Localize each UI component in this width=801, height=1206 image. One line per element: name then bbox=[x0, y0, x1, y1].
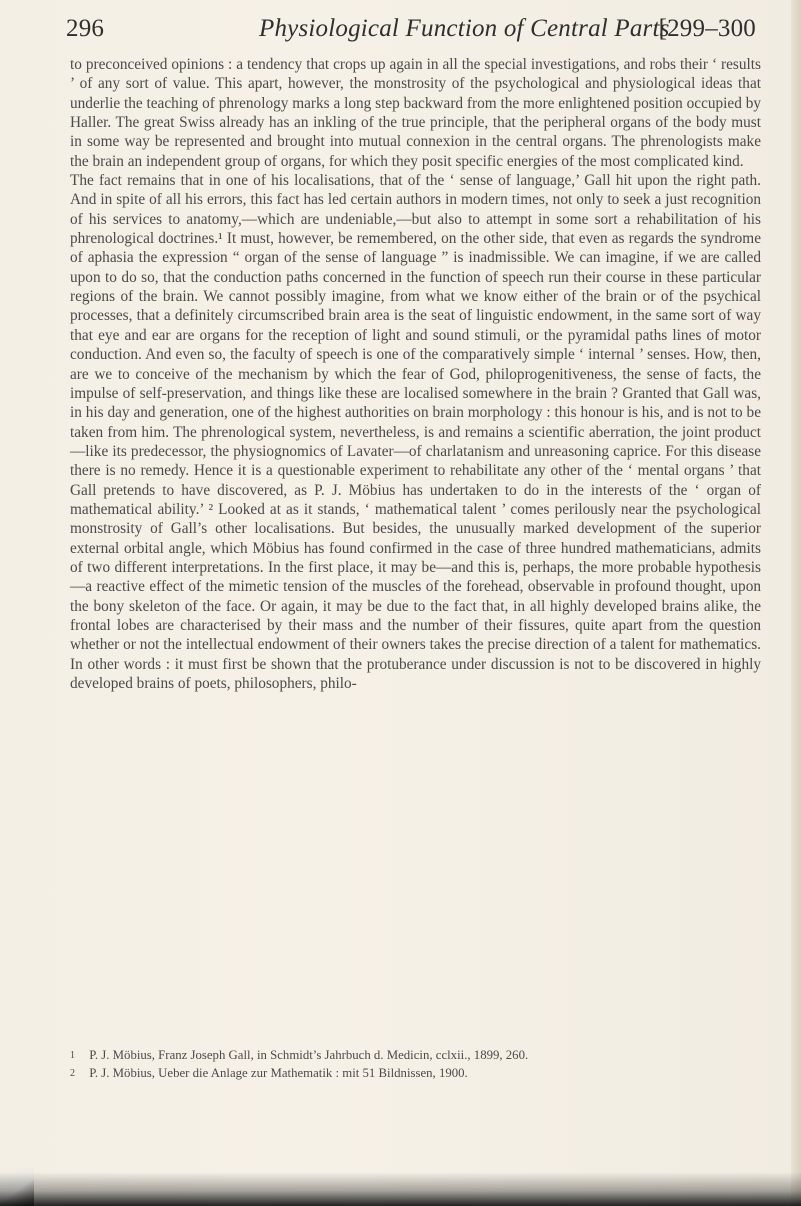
page-number: 296 bbox=[66, 15, 105, 42]
main-text bbox=[70, 55, 761, 693]
page-range: [299–300 bbox=[658, 15, 756, 42]
footnote-1 bbox=[70, 1047, 761, 1065]
running-title: Physiological Function of Central Parts bbox=[259, 15, 670, 42]
footnote-2 bbox=[70, 1065, 761, 1083]
footnote-1-number: 1 bbox=[70, 1050, 75, 1061]
running-header bbox=[66, 15, 756, 51]
footnotes bbox=[70, 1047, 761, 1082]
page-right-edge bbox=[791, 0, 801, 1206]
paragraph-1: to preconceived opinions : a tendency that crops up again in all the special investigations, and robs their ‘ results ’ of any sort of value. This apart, however, the monstrosity of the psychological and physiological ideas that underlie the teaching of phrenology marks a long step backward from the more enlightened position occupied by Haller. The great Swiss already has an inkling of the true principle, that the peripheral organs of the body must in some way be represented and brought into mutual connexion in the central organs. The phrenologists make the brain an independent group of organs, for which they posit specific energies of the most complicated kind. bbox=[70, 56, 761, 170]
footnote-2-text: P. J. Möbius, Ueber die Anlage zur Mathematik : mit 51 Bildnissen, 1900. bbox=[89, 1065, 468, 1080]
footnote-1-text: P. J. Möbius, Franz Joseph Gall, in Schmidt’s Jahrbuch d. Medicin, cclxii., 1899, 260. bbox=[89, 1048, 529, 1062]
footnote-2-number: 2 bbox=[70, 1067, 75, 1079]
paragraph-2: The fact remains that in one of his localisations, that of the ‘ sense of language,’ Gall hit upon the right path. And in spite of all his errors, this fact has led certain authors in modern times, not only to seek a just recognition of his services to anatomy,—which are undeniable,—but also to attempt in some sort a rehabilitation of his phrenological doctrines.¹ It must, however, be remembered, on the other side, that even as regards the syndrome of aphasia the expression “ organ of the sense of language ” is inadmissible. We can imagine, if we are called upon to do so, that the conduction paths concerned in the function of speech run their course in these particular regions of the brain. We cannot possibly imagine, from what we know either of the brain or of the psychical processes, that a definitely circumscribed brain area is the seat of linguistic endowment, in the same sort of way that eye and ear are organs for the reception of light and sound stimuli, or the pyramidal paths lines of motor conduction. And even so, the faculty of speech is one of the comparatively simple ‘ internal ’ senses. How, then, are we to conceive of the mechanism by which the fear of God, philoprogenitiveness, the sense of facts, the impulse of self-preservation, and things like these are localised somewhere in the brain ? Granted that Gall was, in his day and generation, one of the highest authorities on brain morphology : this honour is his, and is not to be taken from him. The phrenological system, nevertheless, is and remains a scientific aberration, the joint product—like its predecessor, the physiognomics of Lavater—of charlatanism and unreasoning caprice. For this disease there is no remedy. Hence it is a questionable experiment to rehabilitate any other of the ‘ mental organs ’ that Gall pretends to have discovered, as P. J. Möbius has undertaken to do in the interests of the ‘ organ of mathematical ability.’ ² Looked at as it stands, ‘ mathematical talent ’ comes perilously near the psychological monstrosity of Gall’s other localisations. But besides, the unusually marked development of the superior external orbital angle, which Möbius has found confirmed in the case of three hundred mathematicians, admits of two different interpretations. In the first place, it may be—and this is, perhaps, the more probable hypothesis—a reactive effect of the mimetic tension of the muscles of the forehead, observable in profound thought, upon the bony skeleton of the face. Or again, it may be due to the fact that, in all highly developed brains alike, the frontal lobes are characterised by their mass and the number of their fissures, quite apart from the question whether or not the intellectual endowment of their owners takes the precise direction of a talent for mathematics. In other words : it must first be shown that the protuberance under discussion is not to be discovered in highly developed brains of poets, philosophers, philo- bbox=[70, 172, 761, 692]
page-bottom-shadow bbox=[0, 1172, 801, 1206]
